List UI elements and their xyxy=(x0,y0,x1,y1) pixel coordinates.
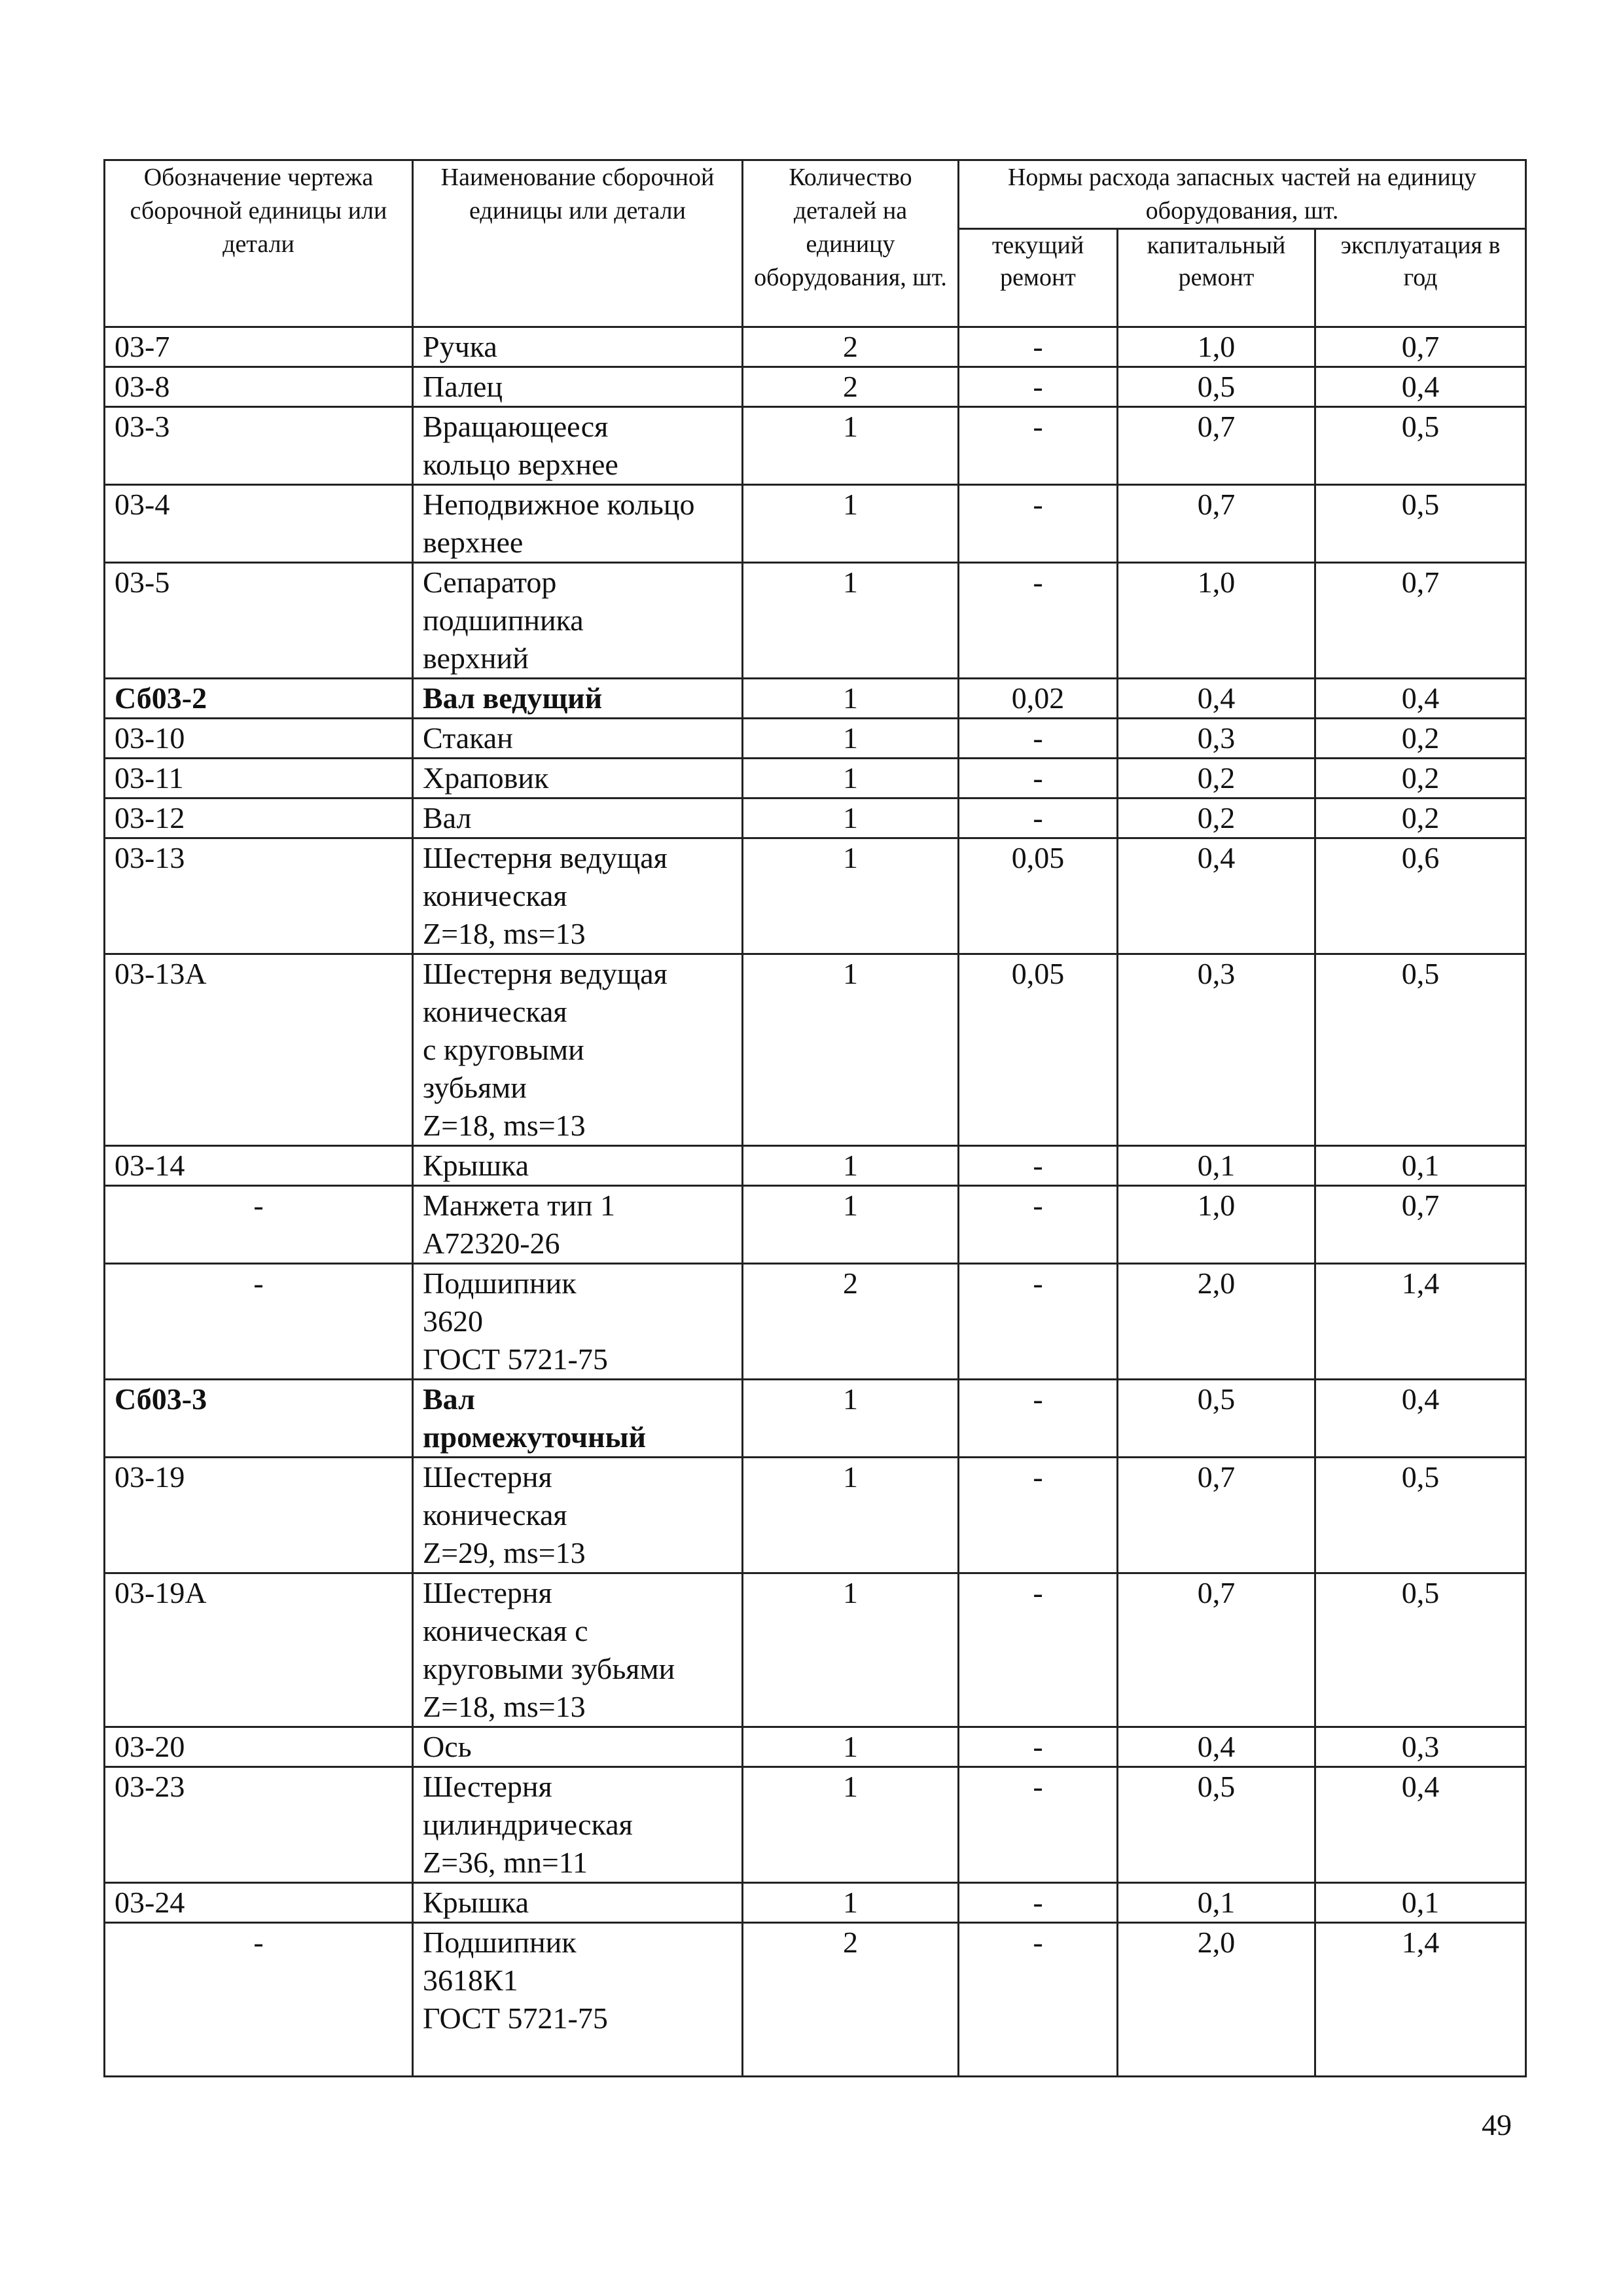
name-line: цилиндрическая xyxy=(423,1808,633,1841)
header-capital-repair: капитальный ремонт xyxy=(1118,229,1315,327)
cell-name xyxy=(413,759,743,798)
cell-qty: 1 xyxy=(743,1883,959,1923)
cell-qty: 2 xyxy=(743,1264,959,1380)
cell-current-repair: - xyxy=(959,719,1118,759)
table-row xyxy=(105,1883,1526,1923)
cell-current-repair: - xyxy=(959,1146,1118,1186)
cell-qty: 1 xyxy=(743,759,959,798)
cell-code: 03-13 xyxy=(105,838,413,954)
page-number: 49 xyxy=(1482,2108,1512,2142)
cell-operation: 0,4 xyxy=(1315,1380,1526,1458)
name-line: коническая xyxy=(423,1498,567,1532)
cell-code: 03-19 xyxy=(105,1458,413,1573)
header-norms: Нормы расхода запасных частей на единицу оборудования, шт. xyxy=(959,160,1526,229)
cell-qty: 1 xyxy=(743,485,959,563)
cell-operation: 0,6 xyxy=(1315,838,1526,954)
name-line: зубьями xyxy=(423,1071,527,1104)
cell-name xyxy=(413,1883,743,1923)
cell-name xyxy=(413,1146,743,1186)
cell-qty: 1 xyxy=(743,954,959,1146)
cell-current-repair: - xyxy=(959,485,1118,563)
cell-current-repair: 0,05 xyxy=(959,838,1118,954)
cell-code: 03-23 xyxy=(105,1767,413,1883)
cell-capital-repair: 0,3 xyxy=(1118,954,1315,1146)
cell-capital-repair: 0,5 xyxy=(1118,367,1315,407)
name-line: Неподвижное кольцо xyxy=(423,488,695,521)
cell-capital-repair: 0,7 xyxy=(1118,1573,1315,1727)
cell-capital-repair: 0,7 xyxy=(1118,407,1315,485)
table-row xyxy=(105,798,1526,838)
cell-code: 03-7 xyxy=(105,327,413,367)
cell-name xyxy=(413,327,743,367)
cell-qty: 1 xyxy=(743,838,959,954)
cell-current-repair: - xyxy=(959,1264,1118,1380)
name-line: Манжета тип 1 xyxy=(423,1189,615,1222)
name-line: коническая xyxy=(423,995,567,1028)
cell-qty: 1 xyxy=(743,1458,959,1573)
cell-code: 03-19А xyxy=(105,1573,413,1727)
table-row xyxy=(105,563,1526,679)
cell-name xyxy=(413,1573,743,1727)
cell-operation: 1,4 xyxy=(1315,1264,1526,1380)
cell-code: Сб03-2 xyxy=(105,679,413,719)
table-row xyxy=(105,485,1526,563)
cell-code: - xyxy=(105,1923,413,2077)
name-line: ГОСТ 5721-75 xyxy=(423,2001,608,2035)
name-line: Вращающееся xyxy=(423,410,609,443)
cell-code: 03-20 xyxy=(105,1727,413,1767)
name-line: Z=18, ms=13 xyxy=(423,1690,586,1723)
table-row xyxy=(105,1923,1526,2077)
cell-capital-repair: 0,7 xyxy=(1118,485,1315,563)
table-row xyxy=(105,679,1526,719)
cell-code: 03-13А xyxy=(105,954,413,1146)
cell-operation: 0,2 xyxy=(1315,798,1526,838)
cell-qty: 1 xyxy=(743,1727,959,1767)
cell-qty: 2 xyxy=(743,367,959,407)
cell-name xyxy=(413,485,743,563)
cell-code: - xyxy=(105,1186,413,1264)
cell-name xyxy=(413,1380,743,1458)
cell-qty: 1 xyxy=(743,563,959,679)
cell-operation: 0,5 xyxy=(1315,954,1526,1146)
cell-name xyxy=(413,954,743,1146)
table-row xyxy=(105,1264,1526,1380)
name-line: Храповик xyxy=(423,761,549,795)
cell-code: 03-10 xyxy=(105,719,413,759)
cell-name xyxy=(413,1264,743,1380)
cell-code: 03-14 xyxy=(105,1146,413,1186)
header-name: Наименование сборочной единицы или детали xyxy=(413,160,743,327)
cell-name xyxy=(413,838,743,954)
cell-operation: 0,4 xyxy=(1315,679,1526,719)
cell-operation: 0,4 xyxy=(1315,367,1526,407)
name-line: Подшипник xyxy=(423,1266,577,1300)
cell-code: 03-5 xyxy=(105,563,413,679)
cell-qty: 1 xyxy=(743,1573,959,1727)
table-row xyxy=(105,1186,1526,1264)
cell-name xyxy=(413,1458,743,1573)
name-line: Палец xyxy=(423,370,503,403)
cell-operation: 0,3 xyxy=(1315,1727,1526,1767)
cell-qty: 1 xyxy=(743,679,959,719)
cell-operation: 0,7 xyxy=(1315,1186,1526,1264)
name-line: Крышка xyxy=(423,1149,529,1182)
cell-capital-repair: 2,0 xyxy=(1118,1923,1315,2077)
cell-capital-repair: 0,7 xyxy=(1118,1458,1315,1573)
cell-operation: 0,5 xyxy=(1315,485,1526,563)
cell-code: - xyxy=(105,1264,413,1380)
name-line: 3620 xyxy=(423,1304,483,1338)
cell-capital-repair: 0,3 xyxy=(1118,719,1315,759)
cell-capital-repair: 0,4 xyxy=(1118,1727,1315,1767)
name-line: Вал xyxy=(423,801,472,834)
name-line: ГОСТ 5721-75 xyxy=(423,1342,608,1376)
name-line: Ручка xyxy=(423,330,497,363)
cell-capital-repair: 0,2 xyxy=(1118,798,1315,838)
table-row xyxy=(105,1380,1526,1458)
name-line: кольцо верхнее xyxy=(423,448,618,481)
table-row xyxy=(105,838,1526,954)
name-line: Z=18, ms=13 xyxy=(423,1109,586,1142)
cell-current-repair: - xyxy=(959,1573,1118,1727)
cell-current-repair: - xyxy=(959,759,1118,798)
cell-name xyxy=(413,679,743,719)
name-line: круговыми зубьями xyxy=(423,1652,675,1685)
cell-code: 03-8 xyxy=(105,367,413,407)
cell-capital-repair: 0,5 xyxy=(1118,1767,1315,1883)
cell-operation: 0,5 xyxy=(1315,407,1526,485)
cell-qty: 1 xyxy=(743,1767,959,1883)
name-line: промежуточный xyxy=(423,1420,646,1454)
name-line: 3618К1 xyxy=(423,1964,518,1997)
table-row xyxy=(105,1573,1526,1727)
cell-current-repair: - xyxy=(959,1458,1118,1573)
cell-capital-repair: 0,2 xyxy=(1118,759,1315,798)
cell-operation: 0,7 xyxy=(1315,563,1526,679)
spare-parts-table xyxy=(103,159,1527,2077)
name-line: Шестерня xyxy=(423,1460,552,1494)
cell-name xyxy=(413,1923,743,2077)
name-line: Z=18, ms=13 xyxy=(423,917,586,950)
cell-code: 03-4 xyxy=(105,485,413,563)
name-line: Крышка xyxy=(423,1886,529,1919)
name-line: верхний xyxy=(423,641,529,675)
name-line: Z=36, mn=11 xyxy=(423,1846,588,1879)
cell-qty: 1 xyxy=(743,719,959,759)
cell-capital-repair: 1,0 xyxy=(1118,1186,1315,1264)
table-row xyxy=(105,719,1526,759)
table-row xyxy=(105,1458,1526,1573)
name-line: Вал xyxy=(423,1382,475,1416)
cell-current-repair: - xyxy=(959,1380,1118,1458)
cell-operation: 0,7 xyxy=(1315,327,1526,367)
cell-capital-repair: 0,5 xyxy=(1118,1380,1315,1458)
name-line: Z=29, ms=13 xyxy=(423,1536,586,1570)
cell-capital-repair: 0,1 xyxy=(1118,1883,1315,1923)
name-line: с круговыми xyxy=(423,1033,584,1066)
table-row xyxy=(105,1146,1526,1186)
name-line: А72320-26 xyxy=(423,1227,560,1260)
cell-current-repair: - xyxy=(959,1923,1118,2077)
cell-capital-repair: 1,0 xyxy=(1118,563,1315,679)
name-line: верхнее xyxy=(423,526,524,559)
name-line: Шестерня xyxy=(423,1576,552,1609)
cell-current-repair: - xyxy=(959,798,1118,838)
cell-current-repair: - xyxy=(959,563,1118,679)
cell-code: 03-24 xyxy=(105,1883,413,1923)
cell-current-repair: - xyxy=(959,1767,1118,1883)
cell-capital-repair: 0,4 xyxy=(1118,679,1315,719)
cell-capital-repair: 2,0 xyxy=(1118,1264,1315,1380)
name-line: подшипника xyxy=(423,603,584,637)
name-line: Вал ведущий xyxy=(423,681,603,715)
table-header xyxy=(105,160,1526,327)
cell-name xyxy=(413,407,743,485)
name-line: Шестерня ведущая xyxy=(423,957,668,990)
cell-qty: 2 xyxy=(743,1923,959,2077)
name-line: Подшипник xyxy=(423,1926,577,1959)
cell-name xyxy=(413,719,743,759)
cell-operation: 0,1 xyxy=(1315,1883,1526,1923)
name-line: Сепаратор xyxy=(423,565,557,599)
cell-name xyxy=(413,367,743,407)
header-qty: Количество деталей на единицу оборудования, шт. xyxy=(743,160,959,327)
cell-current-repair: - xyxy=(959,407,1118,485)
cell-name xyxy=(413,1727,743,1767)
cell-qty: 1 xyxy=(743,1186,959,1264)
cell-operation: 0,5 xyxy=(1315,1573,1526,1727)
table-row xyxy=(105,327,1526,367)
name-line: Шестерня ведущая xyxy=(423,841,668,874)
cell-current-repair: - xyxy=(959,1186,1118,1264)
cell-capital-repair: 1,0 xyxy=(1118,327,1315,367)
table-row xyxy=(105,367,1526,407)
cell-operation: 0,5 xyxy=(1315,1458,1526,1573)
table-row xyxy=(105,759,1526,798)
cell-qty: 1 xyxy=(743,1380,959,1458)
header-operation: эксплуатация в год xyxy=(1315,229,1526,327)
cell-qty: 1 xyxy=(743,407,959,485)
table-row xyxy=(105,954,1526,1146)
cell-current-repair: - xyxy=(959,1727,1118,1767)
header-current-repair: текущий ремонт xyxy=(959,229,1118,327)
cell-code: Сб03-3 xyxy=(105,1380,413,1458)
cell-code: 03-12 xyxy=(105,798,413,838)
cell-operation: 0,2 xyxy=(1315,759,1526,798)
table-row xyxy=(105,1767,1526,1883)
cell-current-repair: - xyxy=(959,327,1118,367)
cell-qty: 1 xyxy=(743,1146,959,1186)
cell-qty: 2 xyxy=(743,327,959,367)
header-code: Обозначение чертежа сборочной единицы или детали xyxy=(105,160,413,327)
name-line: Шестерня xyxy=(423,1770,552,1803)
cell-name xyxy=(413,1186,743,1264)
cell-code: 03-11 xyxy=(105,759,413,798)
table-row xyxy=(105,407,1526,485)
cell-qty: 1 xyxy=(743,798,959,838)
table-row xyxy=(105,1727,1526,1767)
name-line: Ось xyxy=(423,1730,472,1763)
cell-current-repair: 0,02 xyxy=(959,679,1118,719)
cell-operation: 0,2 xyxy=(1315,719,1526,759)
cell-name xyxy=(413,798,743,838)
cell-capital-repair: 0,4 xyxy=(1118,838,1315,954)
table-body xyxy=(105,327,1526,2077)
name-line: Стакан xyxy=(423,721,513,755)
cell-capital-repair: 0,1 xyxy=(1118,1146,1315,1186)
name-line: коническая с xyxy=(423,1614,588,1647)
cell-current-repair: - xyxy=(959,367,1118,407)
cell-current-repair: - xyxy=(959,1883,1118,1923)
name-line: коническая xyxy=(423,879,567,912)
cell-current-repair: 0,05 xyxy=(959,954,1118,1146)
cell-name xyxy=(413,1767,743,1883)
cell-name xyxy=(413,563,743,679)
cell-code: 03-3 xyxy=(105,407,413,485)
cell-operation: 0,1 xyxy=(1315,1146,1526,1186)
cell-operation: 0,4 xyxy=(1315,1767,1526,1883)
cell-operation: 1,4 xyxy=(1315,1923,1526,2077)
